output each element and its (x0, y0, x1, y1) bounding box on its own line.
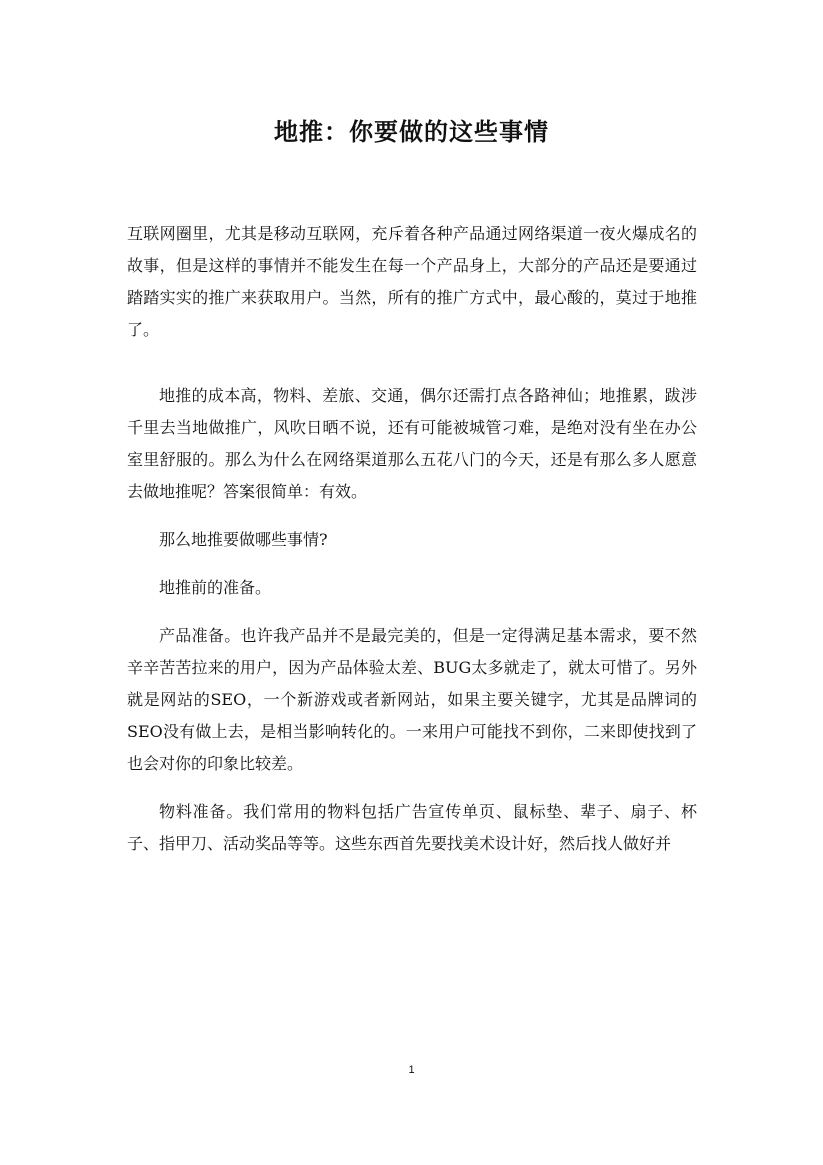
paragraph-question: 那么地推要做哪些事情? (159, 530, 328, 549)
paragraph-material-preparation: 物料准备。我们常用的物料包括广告宣传单页、鼠标垫、辈子、扇子、杯子、指甲刀、活动奖品等等。这些东西首先要找美术设计好，然后找人做好并 (127, 802, 697, 853)
document-body (127, 218, 697, 860)
paragraph-preparation-heading: 地推前的准备。 (159, 578, 272, 597)
page-number: 1 (408, 1064, 415, 1076)
paragraph-intro: 互联网圈里，尤其是移动互联网，充斥着各种产品通过网络渠道一夜火爆成名的故事，但是这样的事情并不能发生在每一个产品身上，大部分的产品还是要通过踏踏实实的推广来获取用户。当然，所有的推广方式中，最心酸的，莫过于地推了。 (127, 224, 697, 339)
document-title: 地推：你要做的这些事情 (274, 117, 549, 146)
paragraph-product-preparation: 产品准备。也许我产品并不是最完美的，但是一定得满足基本需求，要不然辛辛苦苦拉来的用户，因为产品体验太差、BUG太多就走了，就太可惜了。另外就是网站的SEO，一个新游戏或者新网站，如果主要关键字，尤其是品牌词的SEO没有做上去，是相当影响转化的。一来用户可能找不到你，二来即使找到了也会对你的印象比较差。 (127, 626, 697, 773)
paragraph-cost: 地推的成本高，物料、差旅、交通，偶尔还需打点各路神仙；地推累，跋涉千里去当地做推广，风吹日晒不说，还有可能被城管刁难，是绝对没有坐在办公室里舒服的。那么为什么在网络渠道那么五花八门的今天，还是有那么多人愿意去做地推呢？答案很简单：有效。 (127, 386, 697, 501)
